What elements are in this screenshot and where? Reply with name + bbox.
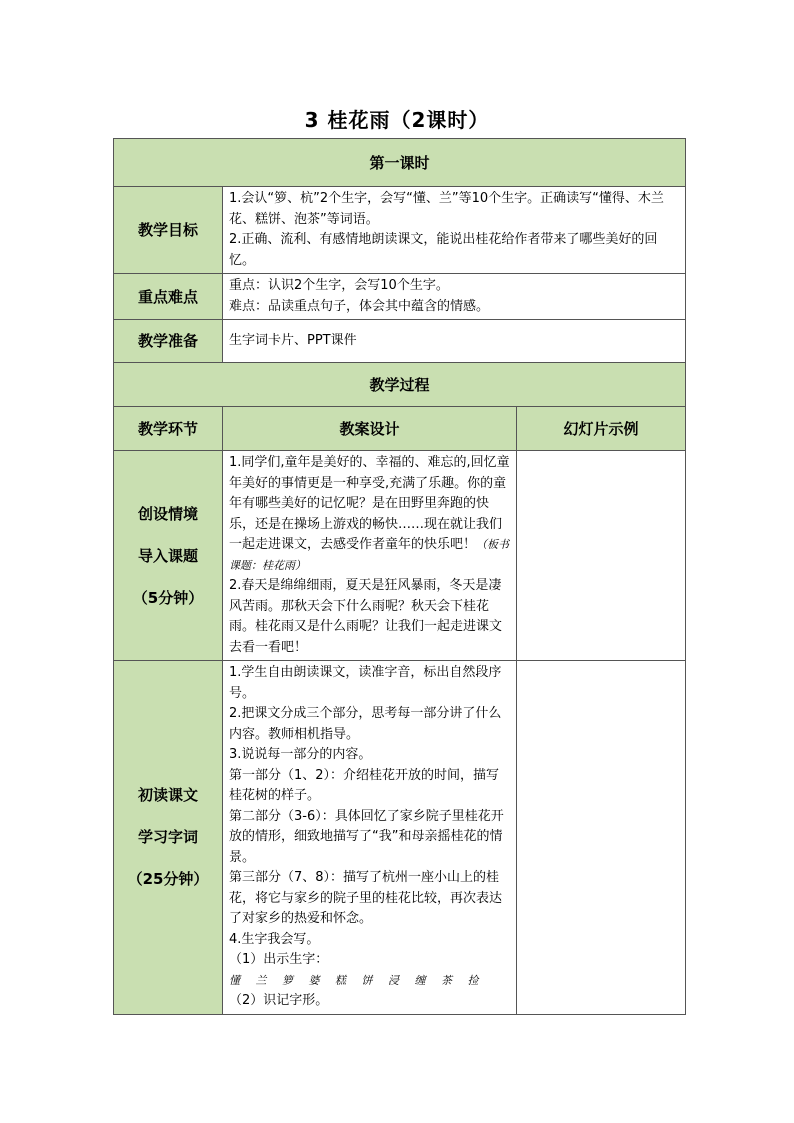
stage-label-line: 初读课文: [137, 786, 198, 805]
design-line: 2.把课文分成三个部分，思考每一部分讲了什么内容。教师相机指导。: [229, 706, 502, 742]
stage2-slide-example: [517, 661, 686, 1015]
keypoints-content: [223, 274, 686, 320]
column-header: 教学环节: [114, 407, 223, 451]
design-line: （1）出示生字：: [229, 952, 329, 967]
design-line: 第二部分（3-6）：具体回忆了家乡院子里桂花开放的情形，细致地描写了“我”和母亲摇桂花的情景。: [229, 808, 504, 865]
stage-label-line: （25分钟）: [127, 870, 209, 889]
stage1-design: [223, 451, 517, 661]
lesson-plan-table: [113, 138, 686, 1015]
stage-label-line: 学习字词: [137, 828, 198, 847]
design-paragraph: [229, 453, 510, 576]
stage-label-line: （5分钟）: [132, 588, 204, 607]
process-header: 教学过程: [114, 363, 686, 407]
lesson-header: 第一课时: [114, 139, 686, 187]
new-characters: 懂 兰 箩 婆 糕 饼 浸 缠 茶 捡: [229, 973, 485, 987]
design-line: 4.生字我会写。: [229, 931, 320, 947]
design-line: 第三部分（7、8）：描写了杭州一座小山上的桂花，将它与家乡的院子里的桂花比较，再次表达了对家乡的热爱和怀念。: [229, 870, 503, 926]
design-paragraph: 2.春天是绵绵细雨，夏天是狂风暴雨，冬天是凄风苦雨。那秋天会下什么雨呢？秋天会下桂花雨。桂花雨又是什么雨呢？让我们一起走进课文去看一看吧！: [229, 578, 503, 655]
goal-line: 1.会认“箩、杭”2个生字，会写“懂、兰”等10个生字。正确读写“懂得、木兰花、糕饼、泡茶”等词语。: [229, 191, 664, 227]
design-text: 1.同学们,童年是美好的、幸福的、难忘的,回忆童年美好的事情更是一种享受,充满了乐趣。你的童年有哪些美好的记忆呢？是在田野里奔跑的快乐，还是在操场上游戏的畅快……现在就让我们一起走进课文，去感受作者童年的快乐吧！: [229, 455, 510, 552]
goals-content: [223, 187, 686, 274]
stage2-design: [223, 661, 517, 1015]
page-title: 3 桂花雨（2课时）: [304, 108, 490, 132]
stage1-slide-example: [517, 451, 686, 661]
goals-label: 教学目标: [114, 187, 223, 274]
prep-label: 教学准备: [114, 320, 223, 363]
design-line: 第一部分（1、2）：介绍桂花开放的时间，描写桂花树的样子。: [229, 767, 500, 803]
board-note: （板书课题：桂花雨）: [229, 538, 510, 572]
design-line: （2）识记字形。: [229, 993, 329, 1008]
keypoint-line: 难点：品读重点句子，体会其中蕴含的情感。: [229, 298, 490, 314]
prep-content: 生字词卡片、PPT课件: [223, 320, 686, 363]
stage1-label: [114, 451, 223, 661]
stage-label-line: 导入课题: [137, 546, 198, 565]
design-line: 1.学生自由朗读课文，读准字音，标出自然段序号。: [229, 665, 502, 701]
keypoints-label: 重点难点: [114, 274, 223, 320]
design-line: 3.说说每一部分的内容。: [229, 747, 372, 762]
column-header: 幻灯片示例: [517, 407, 686, 451]
stage-label-line: 创设情境: [137, 504, 198, 523]
stage2-label: [114, 661, 223, 1015]
keypoint-line: 重点：认识2个生字，会写10个生字。: [229, 278, 449, 293]
goal-line: 2.正确、流利、有感情地朗读课文，能说出桂花给作者带来了哪些美好的回忆。: [229, 232, 658, 268]
column-header: 教案设计: [223, 407, 517, 451]
